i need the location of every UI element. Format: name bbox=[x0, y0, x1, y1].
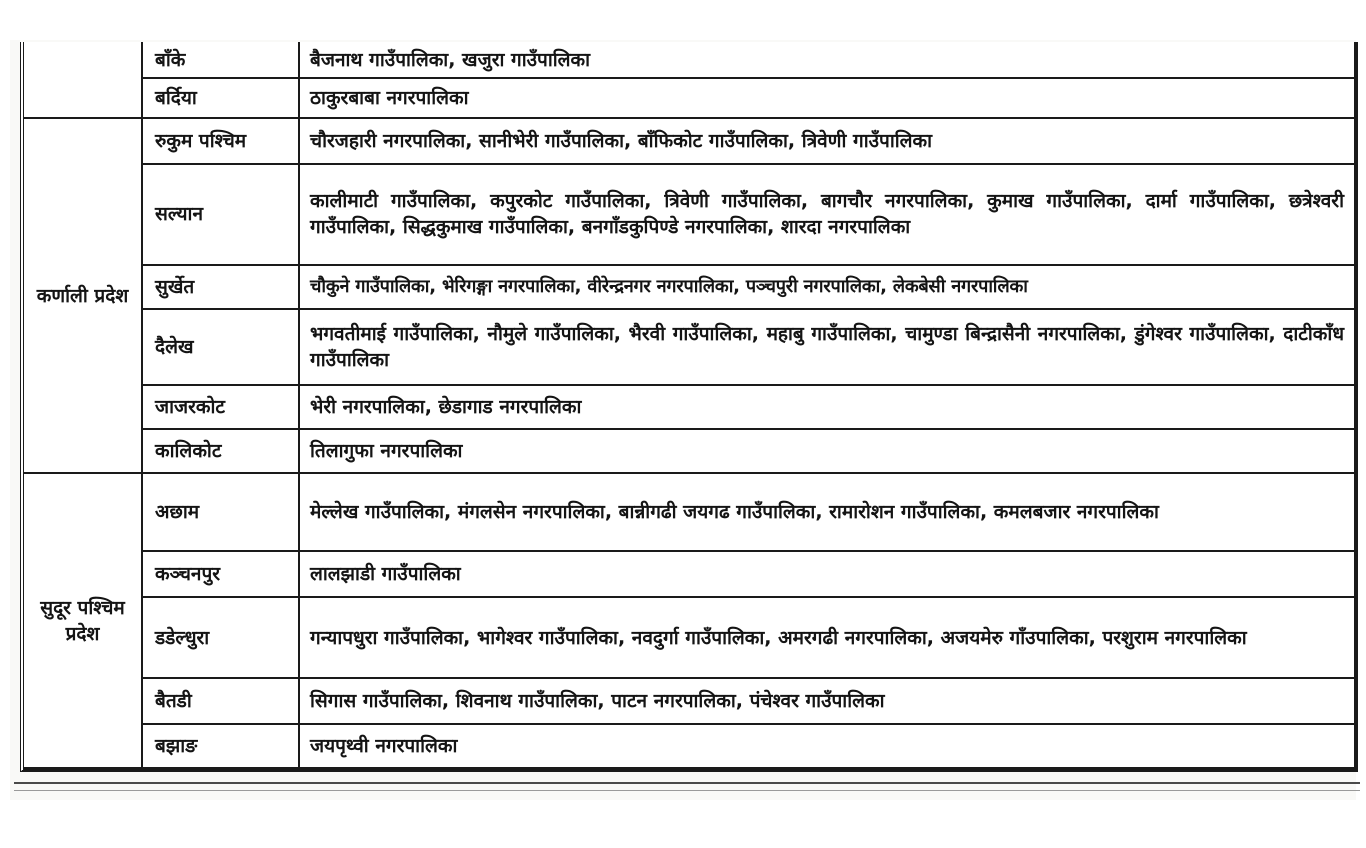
district-cell: दैलेख bbox=[142, 309, 299, 385]
district-cell: अछाम bbox=[142, 473, 299, 551]
district-cell: बर्दिया bbox=[142, 78, 299, 118]
province-cell-karnali: कर्णाली प्रदेश bbox=[24, 118, 142, 473]
table-row bbox=[24, 429, 1355, 473]
district-cell: बैतडी bbox=[142, 678, 299, 724]
district-cell: बाँके bbox=[142, 42, 299, 78]
district-cell: सल्यान bbox=[142, 164, 299, 264]
province-cell-previous bbox=[24, 42, 142, 118]
local-levels-cell: ठाकुरबाबा नगरपालिका bbox=[299, 78, 1355, 118]
table-row bbox=[24, 473, 1355, 551]
local-levels-cell: जयपृथ्वी नगरपालिका bbox=[299, 724, 1355, 768]
local-levels-cell: भगवतीमाई गाउँपालिका, नौमुले गाउँपालिका, भैरवी गाउँपालिका, महाबु गाउँपालिका, चामुण्डा बिन्द्रासैनी नगरपालिका, डुंगेश्वर गाउँपालिका, दाटीकाँध गाउँपालिका bbox=[299, 309, 1355, 385]
table-row bbox=[24, 309, 1355, 385]
local-levels-cell: सिगास गाउँपालिका, शिवनाथ गाउँपालिका, पाटन नगरपालिका, पंचेश्वर गाउँपालिका bbox=[299, 678, 1355, 724]
local-levels-cell: गन्यापधुरा गाउँपालिका, भागेश्वर गाउँपालिका, नवदुर्गा गाउँपालिका, अमरगढी नगरपालिका, अजयमेरु गाँउपालिका, परशुराम नगरपालिका bbox=[299, 597, 1355, 677]
local-levels-cell: भेरी नगरपालिका, छेडागाड नगरपालिका bbox=[299, 385, 1355, 429]
table-row bbox=[24, 265, 1355, 309]
local-levels-cell: चौकुने गाउँपालिका, भेरिगङ्गा नगरपालिका, वीरेन्द्रनगर नगरपालिका, पञ्चपुरी नगरपालिका, लेकबेसी नगरपालिका bbox=[299, 265, 1355, 309]
province-cell-sudurpashchim: सुदूर पश्चिम प्रदेश bbox=[24, 473, 142, 768]
district-cell: जाजरकोट bbox=[142, 385, 299, 429]
local-levels-cell: चौरजहारी नगरपालिका, सानीभेरी गाउँपालिका, बाँफिकोट गाउँपालिका, त्रिवेणी गाउँपालिका bbox=[299, 118, 1355, 164]
table-row bbox=[24, 42, 1355, 78]
local-levels-cell: तिलागुफा नगरपालिका bbox=[299, 429, 1355, 473]
district-cell: बझाङ bbox=[142, 724, 299, 768]
local-levels-cell: कालीमाटी गाउँपालिका, कपुरकोट गाउँपालिका, त्रिवेणी गाउँपालिका, बागचौर नगरपालिका, कुमाख गाउँपालिका, दार्मा गाउँपालिका, छत्रेश्वरी गाउँपालिका, सिद्धकुमाख गाउँपालिका, बनगाँडकुपिण्डे नगरपालिका, शारदा नगरपालिका bbox=[299, 164, 1355, 264]
local-levels-cell: लालझाडी गाउँपालिका bbox=[299, 551, 1355, 597]
table-row bbox=[24, 597, 1355, 677]
table-row bbox=[24, 678, 1355, 724]
bottom-rule-thin bbox=[14, 790, 1360, 791]
district-cell: कञ्चनपुर bbox=[142, 551, 299, 597]
table-row bbox=[24, 118, 1355, 164]
table-row bbox=[24, 551, 1355, 597]
municipality-table bbox=[24, 42, 1356, 769]
bottom-rule bbox=[14, 782, 1360, 784]
table-row bbox=[24, 385, 1355, 429]
local-levels-cell: बैजनाथ गाउँपालिका, खजुरा गाउँपालिका bbox=[299, 42, 1355, 78]
district-cell: डडेल्धुरा bbox=[142, 597, 299, 677]
local-levels-cell: मेल्लेख गाउँपालिका, मंगलसेन नगरपालिका, बान्नीगढी जयगढ गाउँपालिका, रामारोशन गाउँपालिका, कमलबजार नगरपालिका bbox=[299, 473, 1355, 551]
district-cell: रुकुम पश्चिम bbox=[142, 118, 299, 164]
district-cell: कालिकोट bbox=[142, 429, 299, 473]
district-cell: सुर्खेत bbox=[142, 265, 299, 309]
table-row bbox=[24, 164, 1355, 264]
table-row bbox=[24, 78, 1355, 118]
table-row bbox=[24, 724, 1355, 768]
municipality-table-container bbox=[20, 42, 1358, 772]
